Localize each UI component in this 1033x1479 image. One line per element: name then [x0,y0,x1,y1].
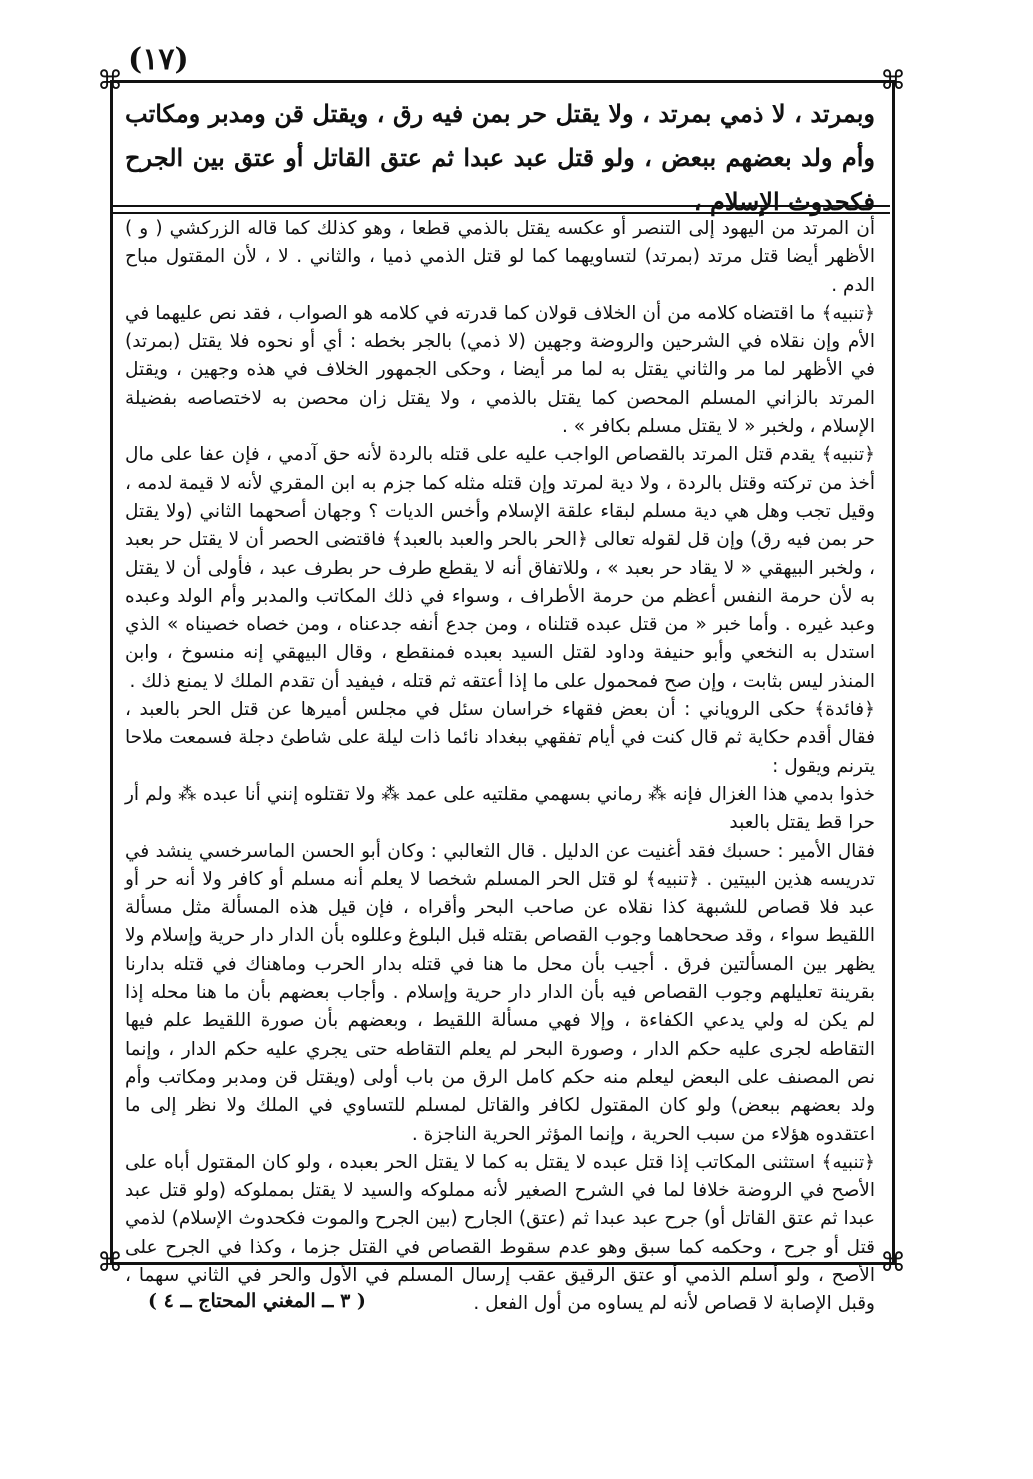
paragraph: ﴿تنبيه﴾ ما اقتضاه كلامه من أن الخلاف قولان كما قدرته في كلامه هو الصواب ، فقد نص عليهما في الأم وإن نقلاه في الشرحين والروضة وجهين (لا ذمي) بالجر بخطه : أي أو نحوه فلا يقتل (بمرتد) في الأظهر لما مر والثاني يقتل به لما مر أيضا ، وحكى الجمهور الخلاف في هذه وجهين ، ويقتل المرتد بالزاني المسلم المحصن كما يقتل بالذمي ، ولا يقتل زان محصن به لاختصاصه بفضيلة الإسلام ، ولخبر « لا يقتل مسلم بكافر » . [125,302,875,438]
page-footer: ( ٣ ــ المغني المحتاج ــ ٤ ) [148,1290,366,1312]
matn-divider [112,205,890,214]
ornament-top-left-icon: ⌘ [97,66,123,96]
paragraph: فقال الأمير : حسبك فقد أغنيت عن الدليل . قال الثعالبي : وكان أبو الحسن الماسرخسي ينشد في تدريسه هذين البيتين . ﴿تنبيه﴾ لو قتل الحر المسلم شخصا لا يعلم أنه مسلم أو كافر ولا أنه حر أو عبد فلا قصاص للشبهة كذا نقلاه عن صاحب البحر وأقراه ، فإن قيل هذه المسألة مثل مسألة اللقيط سواء ، وقد صححاهما وجوب القصاص بقتله قبل البلوغ وعللوه بأن الدار دار حرية وإسلام ولا يظهر بين المسألتين فرق . أجيب بأن محل ما هنا في قتله بدار الحرب وماهناك في قتله بدارنا بقرينة تعليلهم وجوب القصاص فيه بأن الدار دار حرية وإسلام . وأجاب بعضهم بأن ما هنا محله إذا لم يكن له ولي يدعي الكفاءة ، وإلا فهي مسألة اللقيط ، وبعضهم بأن صورة اللقيط علم فيها التقاطه لجرى عليه حكم الدار ، وصورة البحر لم يعلم التقاطه حتى يجري عليه حكم الدار ، وإنما نص المصنف على البعض ليعلم منه حكم كامل الرق من باب أولى (ويقتل قن ومدبر ومكاتب وأم ولد بعضهم ببعض) ولو كان المقتول لكافر والقاتل لمسلم للتساوي في الملك ولا نظر إلى ما اعتقدوه هؤلاء من سبب الحرية ، وإنما المؤثر الحرية الناجزة . [125,840,875,1145]
paragraph: ﴿تنبيه﴾ استثنى المكاتب إذا قتل عبده لا يقتل به كما لا يقتل الحر بعبده ، ولو كان المقتول أباه على الأصح في الروضة خلافا لما في الشرح الصغير لأنه مملوكه والسيد لا يقتل بمملوكه (ولو قتل عبد عبدا ثم عتق القاتل أو) جرح عبد عبدا ثم (عتق) الجارح (بين الجرح والموت فكحدوث الإسلام) لذمي قتل أو جرح ، وحكمه كما سبق وهو عدم سقوط القصاص في القتل جزما ، وكذا في الجرح على الأصح ، ولو أسلم الذمي أو عتق الرقيق عقب إرسال المسلم في الأول والحر في الثاني سهما ، وقبل الإصابة لا قصاص لأنه لم يساوه من أول الفعل . [125,1151,875,1315]
poetry-line: خذوا بدمي هذا الغزال فإنه ⁂ رماني بسهمي مقلتيه على عمد ⁂ ولا تقتلوه إنني أنا عبده ⁂ ولم أر حرا قط يقتل بالعبد [125,783,875,834]
bottom-border [110,1262,895,1265]
ornament-bottom-left-icon: ⌘ [97,1248,123,1278]
left-border [110,80,113,1263]
ornament-bottom-right-icon: ⌘ [880,1248,906,1278]
matn-text: وبمرتد ، لا ذمي بمرتد ، ولا يقتل حر بمن فيه رق ، ويقتل قن ومدبر ومكاتب وأم ولد بعضهم ببعض ، ولو قتل عبد عبدا ثم عتق القاتل أو عتق بين الجرح فكحدوث الإسلام ، [125,99,875,216]
paragraph: ﴿تنبيه﴾ يقدم قتل المرتد بالقصاص الواجب عليه على قتله بالردة لأنه حق آدمي ، فإن عفا على مال أخذ من تركته وقتل بالردة ، ولا دية لمرتد وإن قتله مثله كما جزم به ابن المقري لأنه لا قيمة لدمه ، وقيل تجب وهل هي دية مسلم لبقاء علقة الإسلام وأخس الديات ؟ وجهان أصحهما الثاني (ولا يقتل حر بمن فيه رق) وإن قل لقوله تعالى ﴿الحر بالحر والعبد بالعبد﴾ فاقتضى الحصر أن لا يقتل حر بعبد ، ولخبر البيهقي « لا يقاد حر بعبد » ، وللاتفاق أنه لا يقطع طرف حر بطرف عبد ، فأولى أن لا يقتل به لأن حرمة النفس أعظم من حرمة الأطراف ، وسواء في ذلك المكاتب والمدبر وأم الولد وعبده وعبد غيره . وأما خبر « من قتل عبده قتلناه ، ومن جدع أنفه جدعناه ، ومن خصاه خصيناه » الذي استدل به النخعي وأبو حنيفة وداود لقتل السيد بعبده فمنقطع ، وقال البيهقي إنه منسوخ ، وابن المنذر ليس بثابت ، وإن صح فمحمول على ما إذا أعتقه ثم قتله ، فيفيد أن تقدم الملك لا يمنع ذلك . [125,444,875,692]
top-border [110,80,895,83]
right-border [892,80,895,1263]
paragraph: ﴿فائدة﴾ حكى الروياني : أن بعض فقهاء خراسان سئل في مجلس أميرها عن قتل الحر بالعبد ، فقال أقدم حكاية ثم قال كنت في أيام تفقهي ببغداد نائما ذات ليلة على شاطئ دجلة فسمعت ملاحا يترنم ويقول : [125,699,875,777]
page-number: (١٧) [128,42,189,77]
paragraph: أن المرتد من اليهود إلى التنصر أو عكسه يقتل بالذمي قطعا ، وهو كذلك كما قاله الزركشي ( و ) الأظهر أيضا قتل مرتد (بمرتد) لتساويهما كما لو قتل الذمي ذميا ، والثاني . لا ، لأن المقتول مباح الدم . [125,218,875,296]
ornament-top-right-icon: ⌘ [880,66,906,96]
